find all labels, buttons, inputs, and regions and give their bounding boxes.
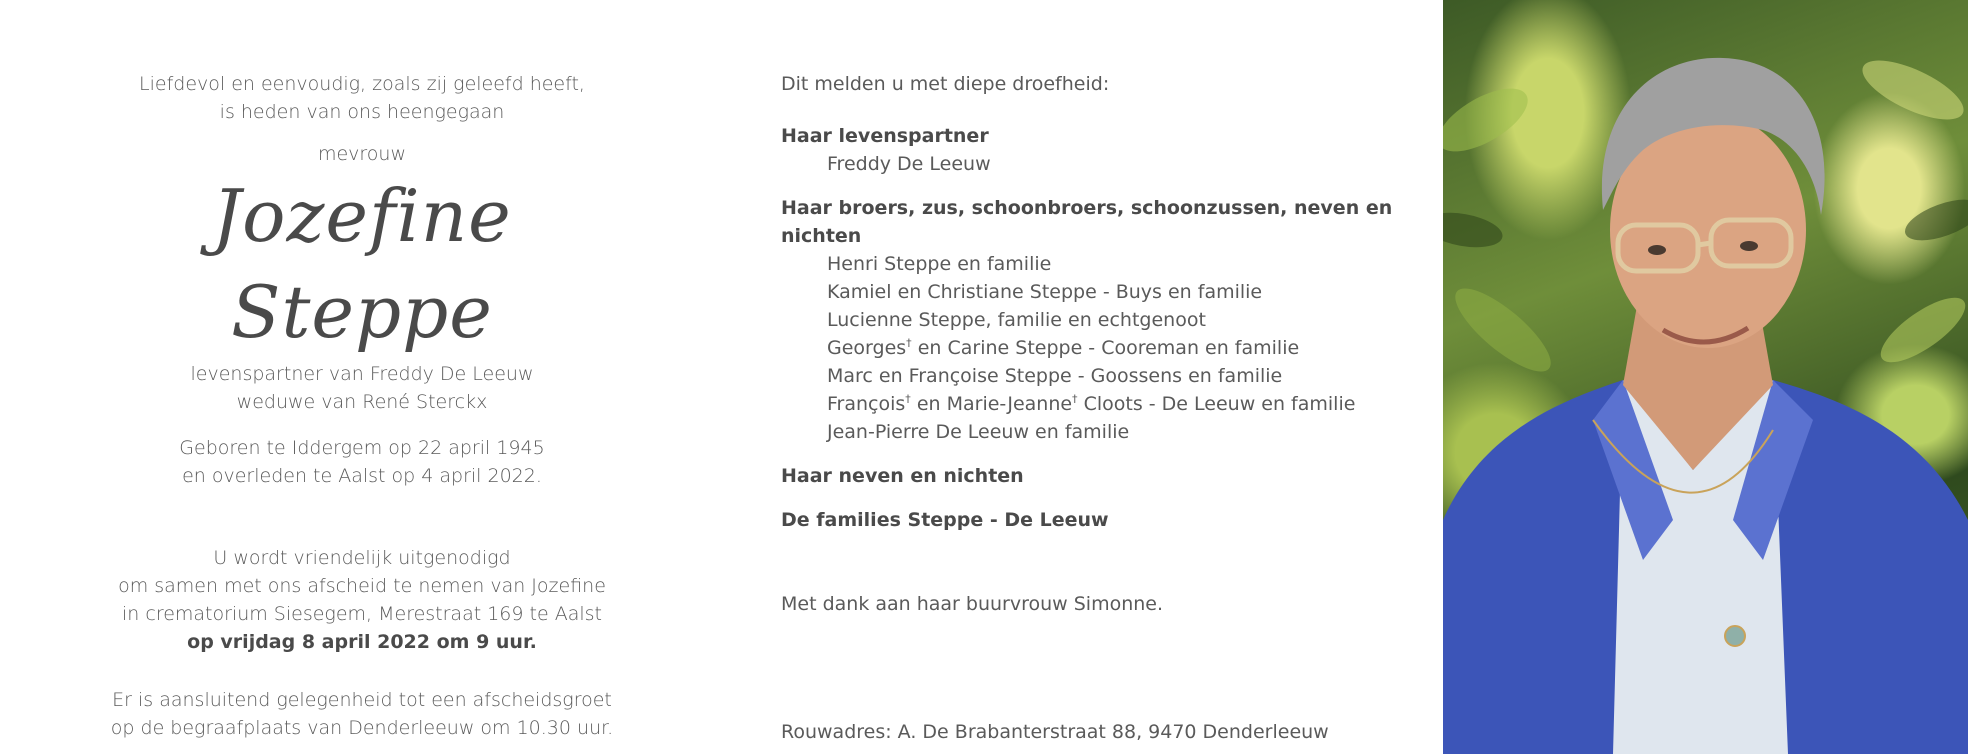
member-name: Georges <box>827 337 907 359</box>
pendant <box>1725 626 1745 646</box>
family-member <box>781 334 1421 362</box>
thanks-line: Met dank aan haar buurvrouw Simonne. <box>781 593 1164 615</box>
birth-line: Geboren te Iddergem op 22 april 1945 <box>179 437 545 459</box>
deceased-name: Jozefine Steppe <box>212 174 512 354</box>
family-member: Kamiel en Christiane Steppe - Buys en familie <box>827 281 1263 303</box>
nephews-heading: Haar neven en nichten <box>781 465 1024 487</box>
family-list-column <box>781 70 1421 746</box>
mourning-address: Rouwadres: A. De Brabanterstraat 88, 9470 Denderleeuw <box>781 721 1329 743</box>
relation-line: levenspartner van Freddy De Leeuw <box>190 363 534 385</box>
deceased-mark: † <box>906 336 912 350</box>
member-rest: en Marie-Jeanne <box>910 393 1073 415</box>
family-member: Henri Steppe en familie <box>827 253 1052 275</box>
ceremony-date: op vrijdag 8 april 2022 om 9 uur. <box>187 631 537 653</box>
relation-line: weduwe van René Sterckx <box>236 391 488 413</box>
death-line: en overleden te Aalst op 4 april 2022. <box>182 465 542 487</box>
invitation-line: in crematorium Siesegem, Merestraat 169 te Aalst <box>122 603 602 625</box>
member-rest: Cloots - De Leeuw en familie <box>1077 393 1356 415</box>
announcement-line: Dit melden u met diepe droefheid: <box>781 73 1110 95</box>
member-rest: en Carine Steppe - Cooreman en familie <box>911 337 1300 359</box>
member-name: François <box>827 393 906 415</box>
partner-heading: Haar levenspartner <box>781 125 989 147</box>
family-member: Jean-Pierre De Leeuw en familie <box>827 421 1130 443</box>
family-member <box>781 390 1421 418</box>
portrait-illustration <box>1443 0 1968 754</box>
families-heading: De families Steppe - De Leeuw <box>781 509 1109 531</box>
deceased-mark: † <box>1072 392 1078 406</box>
intro-line: is heden van ons heengegaan <box>219 101 505 123</box>
announcement-left-column <box>100 70 624 742</box>
invitation-line: U wordt vriendelijk uitgenodigd <box>213 547 511 569</box>
family-heading: Haar broers, zus, schoonbroers, schoonzussen, neven en nichten <box>781 197 1393 247</box>
family-member: Lucienne Steppe, familie en echtgenoot <box>827 309 1206 331</box>
partner-name: Freddy De Leeuw <box>827 153 991 175</box>
intro-line: Liefdevol en eenvoudig, zoals zij geleefd heeft, <box>139 73 585 95</box>
salutation: mevrouw <box>317 143 407 165</box>
invitation-line: om samen met ons afscheid te nemen van Jozefine <box>118 575 606 597</box>
portrait-photo <box>1443 0 1968 754</box>
family-member: Marc en Françoise Steppe - Goossens en familie <box>827 365 1283 387</box>
deceased-mark: † <box>905 392 911 406</box>
afterward-line: Er is aansluitend gelegenheid tot een afscheidsgroet <box>112 689 612 711</box>
afterward-line: op de begraafplaats van Denderleeuw om 10.30 uur. <box>110 717 614 739</box>
